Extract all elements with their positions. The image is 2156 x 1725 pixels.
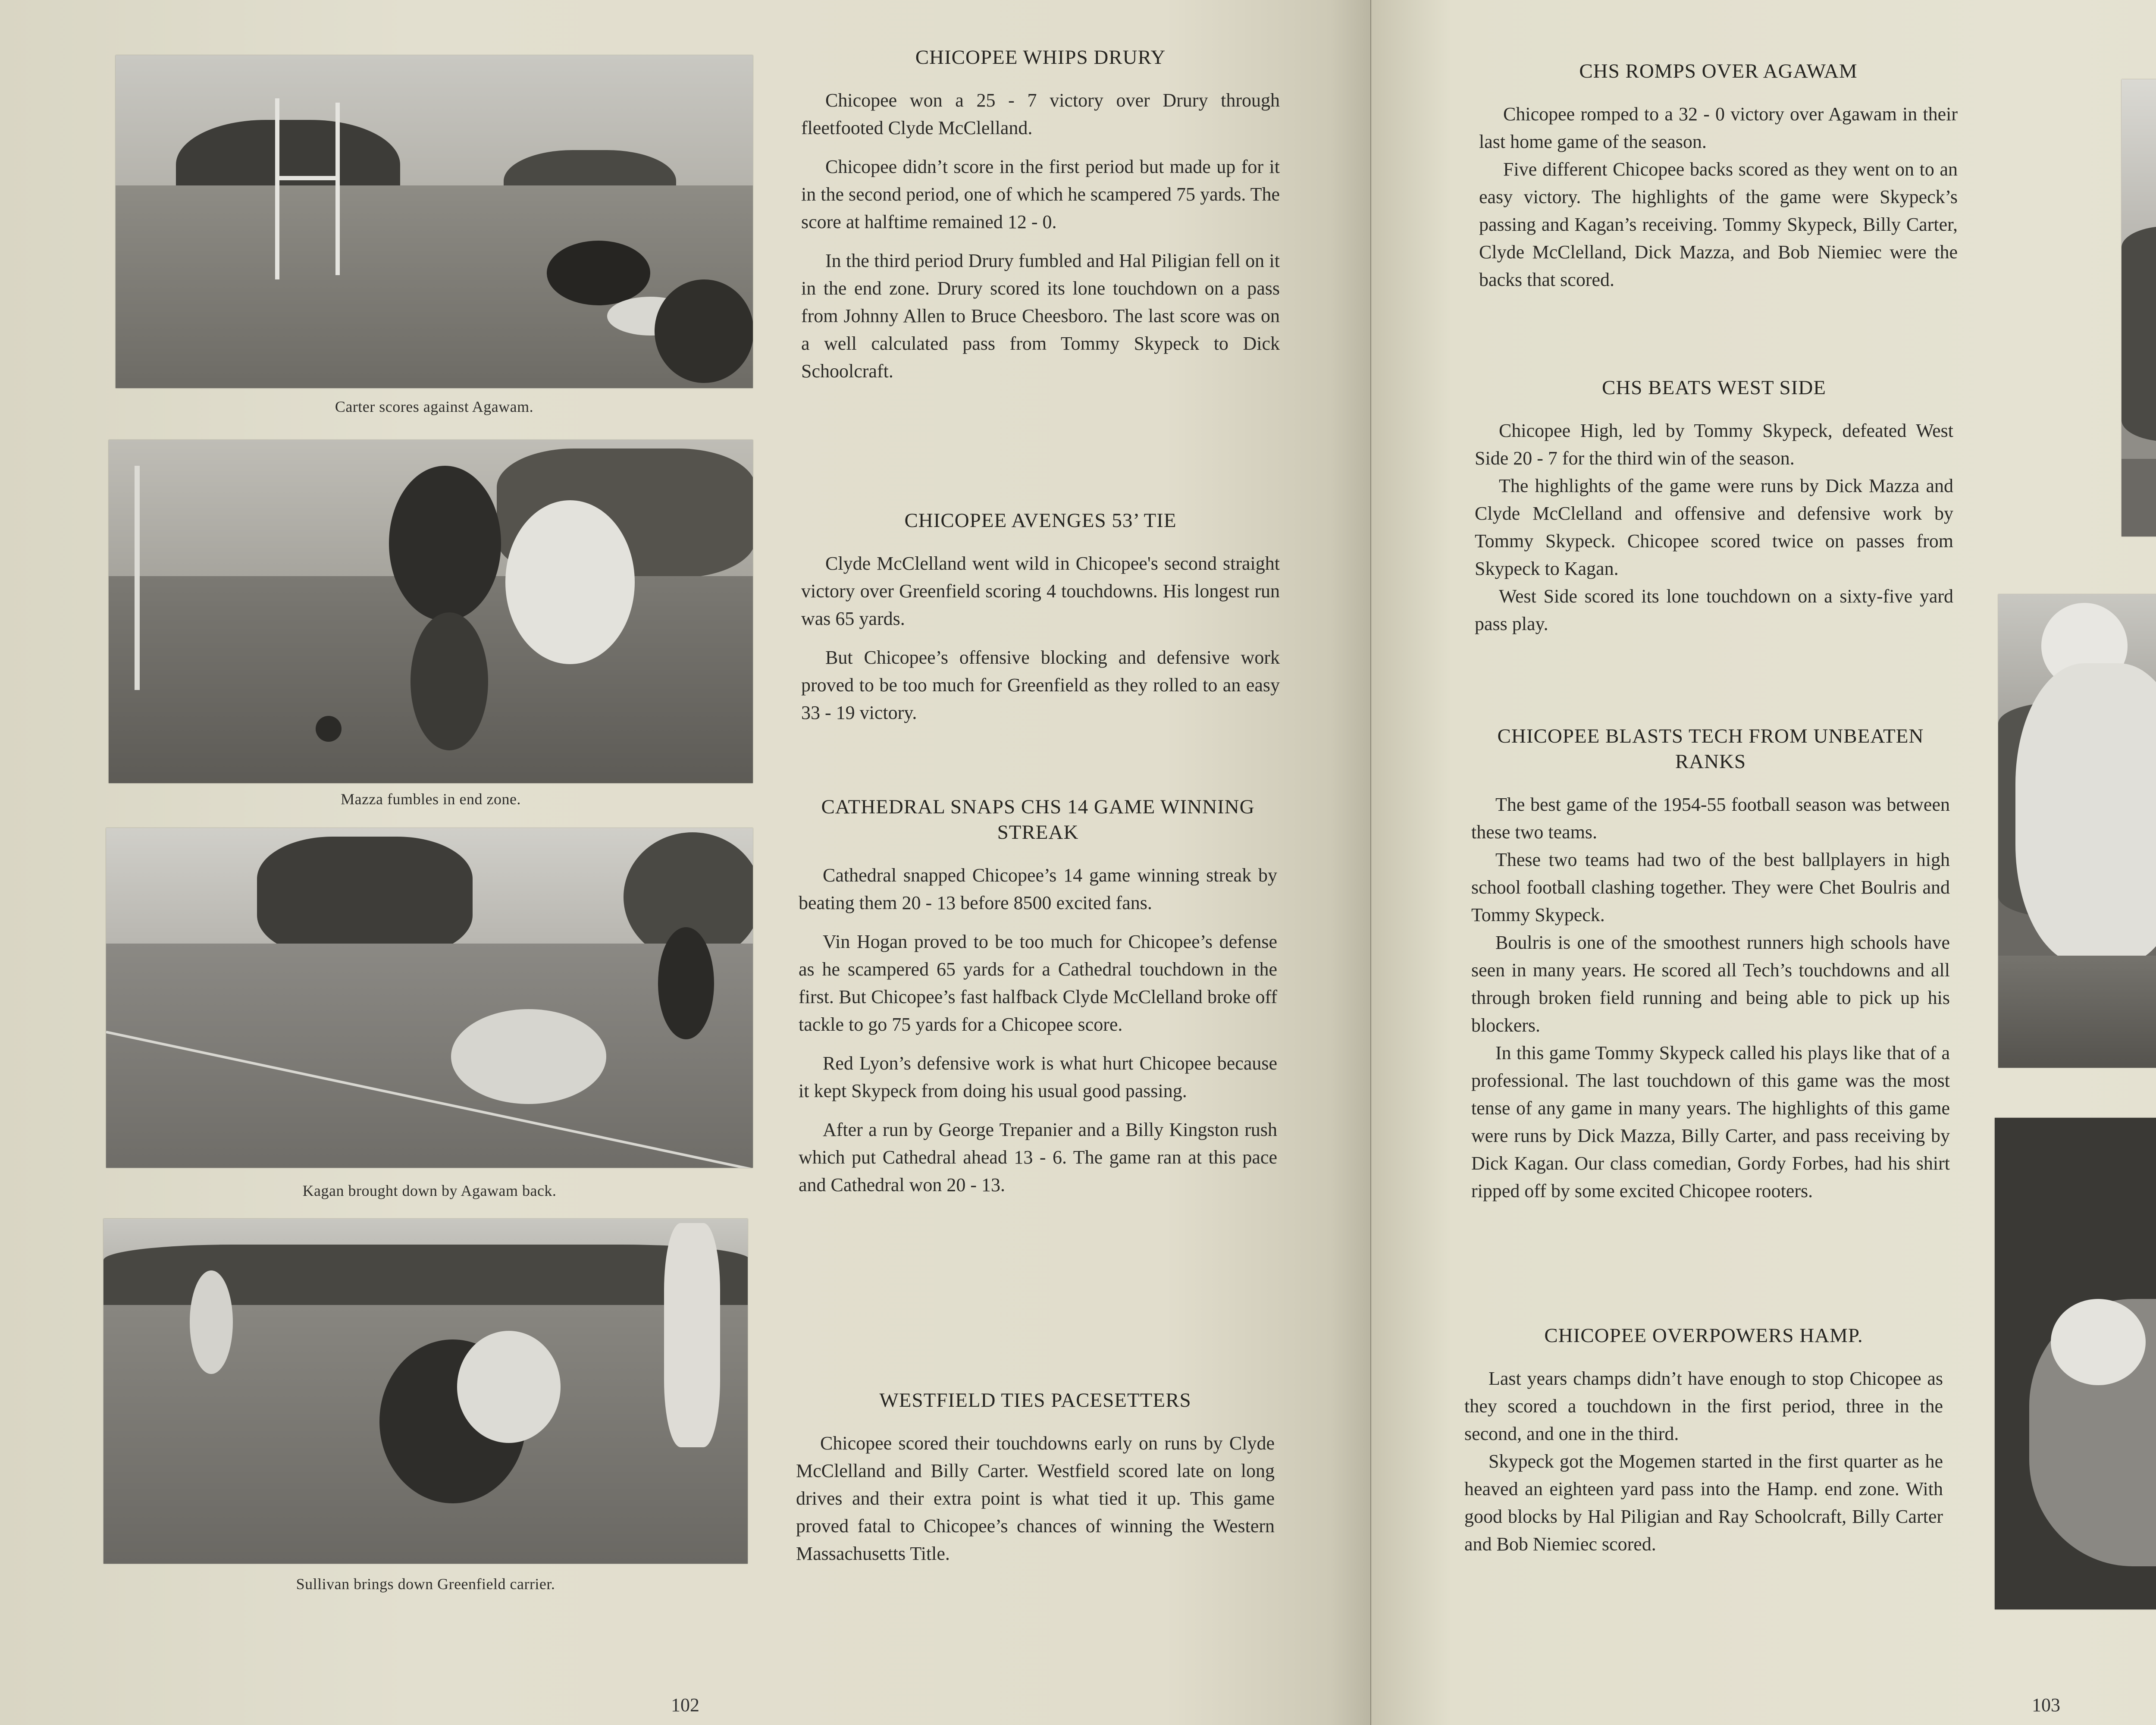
article-paragraph: Five different Chicopee backs scored as they went on to an easy victory. The highlights of the game were Skypeck’s passing and Kagan’s receiving. Tommy Skypeck, Billy Carter, Clyde McClelland, Dick Mazza, and Bob Niemiec were the backs that scored. [1479, 158, 1958, 290]
page-number: 103 [2032, 1694, 2060, 1716]
article-chicopee-blasts-tech [1471, 724, 1950, 1205]
photo-caption: Carter scores against Agawam. [335, 398, 534, 415]
article-paragraph: Chicopee scored their touchdowns early on runs by Clyde McClelland and Billy Carter. Westfield scored late on long drives and their extra point is what tied it up. This game proved fatal to Chicopee’s chances of winning the Western Massachusetts Title. [796, 1432, 1275, 1564]
article-paragraph: Chicopee won a 25 - 7 victory over Drury through fleetfooted Clyde McClelland. [801, 89, 1280, 138]
article-paragraph: Red Lyon’s defensive work is what hurt Chicopee because it kept Skypeck from doing his usual good passing. [799, 1052, 1277, 1101]
photo-skypeck-schoolcraft-tackle [2122, 79, 2156, 536]
article-chicopee-whips-drury [801, 45, 1280, 396]
article-paragraph: Vin Hogan proved to be too much for Chicopee’s defense as he scampered 65 yards for a Cathedral touchdown in the first. But Chicopee’s fast halfback Clyde McClelland broke off tackle to go 75 yards for a Chicopee score. [799, 931, 1277, 1035]
article-paragraph: In the third period Drury fumbled and Hal Piligian fell on it in the end zone. Drury scored its lone touchdown on a pass from Johnny Allen to Bruce Cheesboro. The last score was on a well calculated pass from Tommy Skypeck to Dick Schoolcraft. [801, 250, 1280, 382]
article-paragraph: But Chicopee’s offensive blocking and defensive work proved to be too much for Greenfield as they rolled to an easy 33 - 19 victory. [801, 646, 1280, 723]
article-paragraph: In this game Tommy Skypeck called his plays like that of a professional. The last touchdown of this game was the most tense of any game in many years. The highlights of this game were runs by Dick Mazza, Billy Carter, and pass receiving by Dick Kagan. Our class comedian, Gordy Forbes, had his shirt ripped off by some excited Chicopee rooters. [1471, 1042, 1950, 1201]
article-paragraph: Cathedral snapped Chicopee’s 14 game winning streak by beating them 20 - 13 before 8500 excited fans. [799, 864, 1277, 913]
photo-caption [1998, 1078, 2156, 1096]
article-paragraph: Skypeck got the Mogemen started in the first quarter as he heaved an eighteen yard pass into the Hamp. end zone. With good blocks by Hal Piligian and Ray Schoolcraft, Billy Carter and Bob Niemiec scored. [1464, 1450, 1943, 1555]
photo-caption: Mazza fumbles in end zone. [341, 790, 521, 808]
article-paragraph: Boulris is one of the smoothest runners high schools have seen in many years. He scored all Tech’s touchdowns and all through broken field running and being able to pick up his blockers. [1471, 932, 1950, 1036]
article-paragraph: Chicopee didn’t score in the first period but made up for it in the second period, one of which he scampered 75 yards. The score at halftime remained 12 - 0. [801, 156, 1280, 232]
article-headline: WESTFIELD TIES PACESETTERS [879, 1389, 1191, 1411]
article-headline: CHICOPEE OVERPOWERS HAMP. [1544, 1324, 1863, 1347]
article-chicopee-overpowers-hamp [1464, 1323, 1943, 1558]
article-paragraph: West Side scored its lone touchdown on a sixty-five yard pass play. [1475, 585, 1953, 634]
article-westfield-ties [796, 1388, 1275, 1579]
right-page [1371, 0, 2156, 1725]
photo-caption [1995, 1624, 2156, 1642]
photo-caption: Sullivan brings down Greenfield carrier. [296, 1575, 555, 1593]
article-chs-romps-agawam [1479, 59, 1958, 294]
article-paragraph: The highlights of the game were runs by Dick Mazza and Clyde McClelland and offensive and defensive work by Tommy Skypeck. Chicopee scored twice on passes from Skypeck to Kagan. [1475, 475, 1953, 579]
article-cathedral-snaps-streak [799, 794, 1277, 1210]
article-headline: CATHEDRAL SNAPS CHS 14 GAME WINNING STREAK [821, 796, 1255, 844]
article-headline: CHICOPEE WHIPS DRURY [915, 46, 1166, 69]
article-headline: CHICOPEE AVENGES 53’ TIE [904, 509, 1177, 532]
article-paragraph: After a run by George Trepanier and a Billy Kingston rush which put Cathedral ahead 13 - 6. The game ran at this pace and Cathedral won 20 - 13. [799, 1119, 1277, 1195]
article-headline: CHS ROMPS OVER AGAWAM [1579, 60, 1858, 82]
photo-mazza-fumbles [109, 440, 753, 783]
article-paragraph: Chicopee romped to a 32 - 0 victory over Agawam in their last home game of the season. [1479, 103, 1958, 152]
article-chs-beats-west-side [1475, 375, 1953, 638]
article-chicopee-avenges-tie [801, 508, 1280, 738]
article-paragraph: Chicopee High, led by Tommy Skypeck, defeated West Side 20 - 7 for the third win of the season. [1475, 420, 1953, 469]
page-number: 102 [671, 1694, 699, 1716]
article-paragraph: Last years champs didn’t have enough to stop Chicopee as they scored a touchdown in the first period, three in the second, and one in the third. [1464, 1367, 1943, 1444]
photo-caption: Kagan brought down by Agawam back. [302, 1182, 557, 1199]
photo-caption [2104, 548, 2156, 566]
article-headline: CHICOPEE BLASTS TECH FROM UNBEATEN RANKS [1497, 725, 1924, 773]
article-paragraph: The best game of the 1954-55 football season was between these two teams. [1471, 794, 1950, 843]
article-paragraph: Clyde McClelland went wild in Chicopee's second straight victory over Greenfield scoring 4 touchdowns. His longest run was 65 yards. [801, 552, 1280, 629]
photo-mcclelland-line [1995, 1118, 2156, 1609]
article-paragraph: These two teams had two of the best ballplayers in high school football clashing together. They were Chet Boulris and Tommy Skypeck. [1471, 849, 1950, 925]
photo-carter-scores [116, 55, 753, 388]
photo-sullivan-tackle [103, 1219, 748, 1564]
photo-mazza-carries [1998, 594, 2156, 1068]
article-headline: CHS BEATS WEST SIDE [1602, 376, 1826, 399]
photo-kagan-tackled [106, 828, 753, 1168]
